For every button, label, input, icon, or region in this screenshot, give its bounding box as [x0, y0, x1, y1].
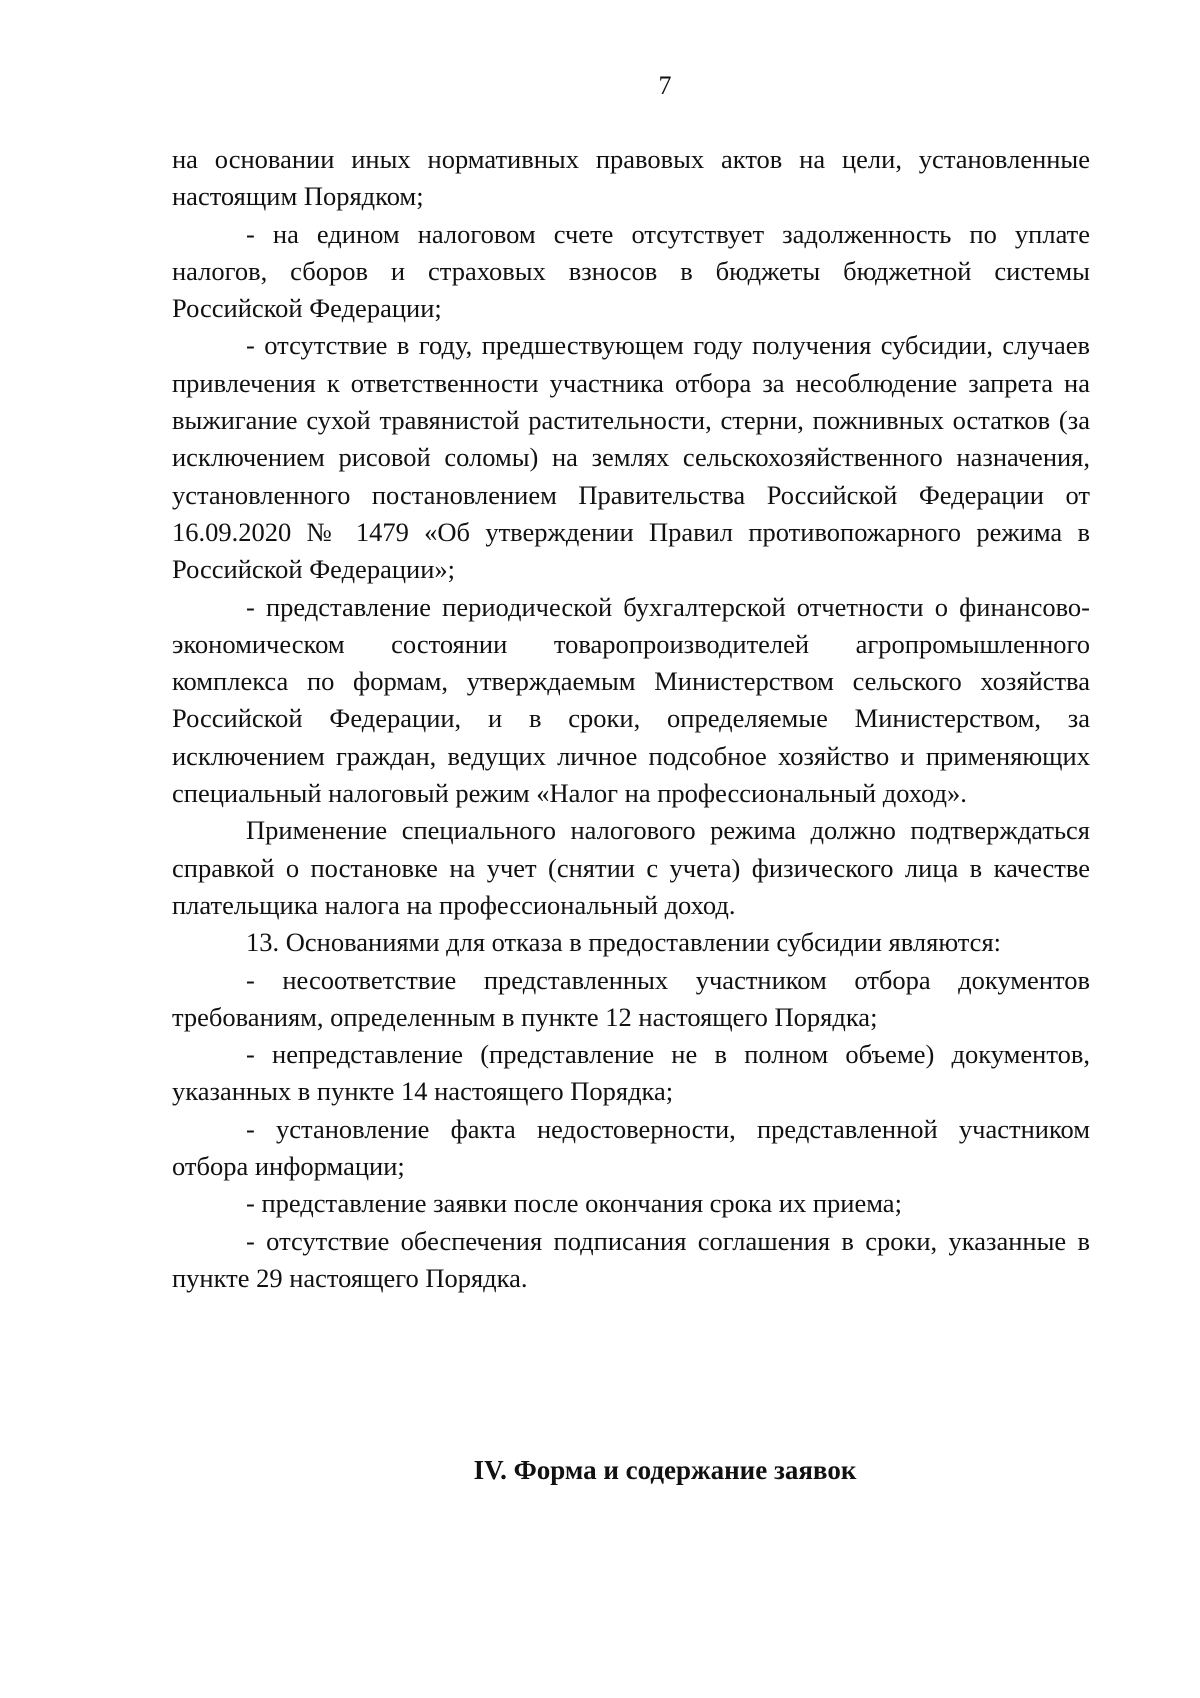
page-number: 7 [658, 71, 672, 100]
section-heading: IV. Форма и содержание заявок [473, 1455, 857, 1485]
paragraph-refusal-late-application: - представление заявки после окончания срока их приема; [246, 1188, 902, 1219]
paragraph-refusal-false-info: - установление факта недостоверности, представленной участником отбора информации; [172, 1113, 1090, 1182]
document-body [172, 141, 1090, 1297]
paragraph-no-burning-violations: - отсутствие в году, предшествующем году получения субсидии, случаев привлечения к ответственности участника отбора за несоблюдение запрета на выжигание сухой травянистой растительности, стерни, пожнивных остатков (за исключением рисовой соломы) на землях сельскохозяйственного назначения, установленного постановлением Правительства Российской Федерации от 16.09.2020 № 1479 «Об утверждении Правил противопожарного режима в Российской Федерации»; [172, 330, 1090, 585]
paragraph-refusal-nonconformity: - несоответствие представленных участником отбора документов требованиям, определенным в пункте 12 настоящего Порядка; [172, 964, 1090, 1032]
paragraph-no-tax-debt: - на едином налоговом счете отсутствует задолженность по уплате налогов, сборов и страховых взносов в бюджеты бюджетной системы Российской Федерации; [172, 218, 1090, 324]
paragraph-accounting-reporting: - представление периодической бухгалтерской отчетности о финансово-экономическом состоянии товаропроизводителей агропромышленного комплекса по формам, утверждаемым Министерством сельского хозяйства Российской Федерации, и в сроки, определяемые Министерством, за исключением граждан, ведущих личное подсобное хозяйство и применяющих специальный налоговый режим «Налог на профессиональный доход». [172, 591, 1090, 809]
paragraph-refusal-no-signing: - отсутствие обеспечения подписания соглашения в сроки, указанные в пункте 29 настоящего Порядка. [172, 1225, 1090, 1293]
paragraph-refusal-grounds-intro: 13. Основаниями для отказа в предоставлении субсидии являются: [246, 927, 1001, 958]
paragraph-refusal-incomplete-docs: - непредставление (представление не в полном объеме) документов, указанных в пункте 14 настоящего Порядка; [172, 1039, 1090, 1107]
paragraph-continuation: на основании иных нормативных правовых актов на цели, установленные настоящим Порядком; [172, 144, 1090, 212]
paragraph-tax-regime-confirmation: Применение специального налогового режима должно подтверждаться справкой о постановке на учет (снятии с учета) физического лица в качестве плательщика налога на профессиональный доход. [172, 815, 1090, 920]
